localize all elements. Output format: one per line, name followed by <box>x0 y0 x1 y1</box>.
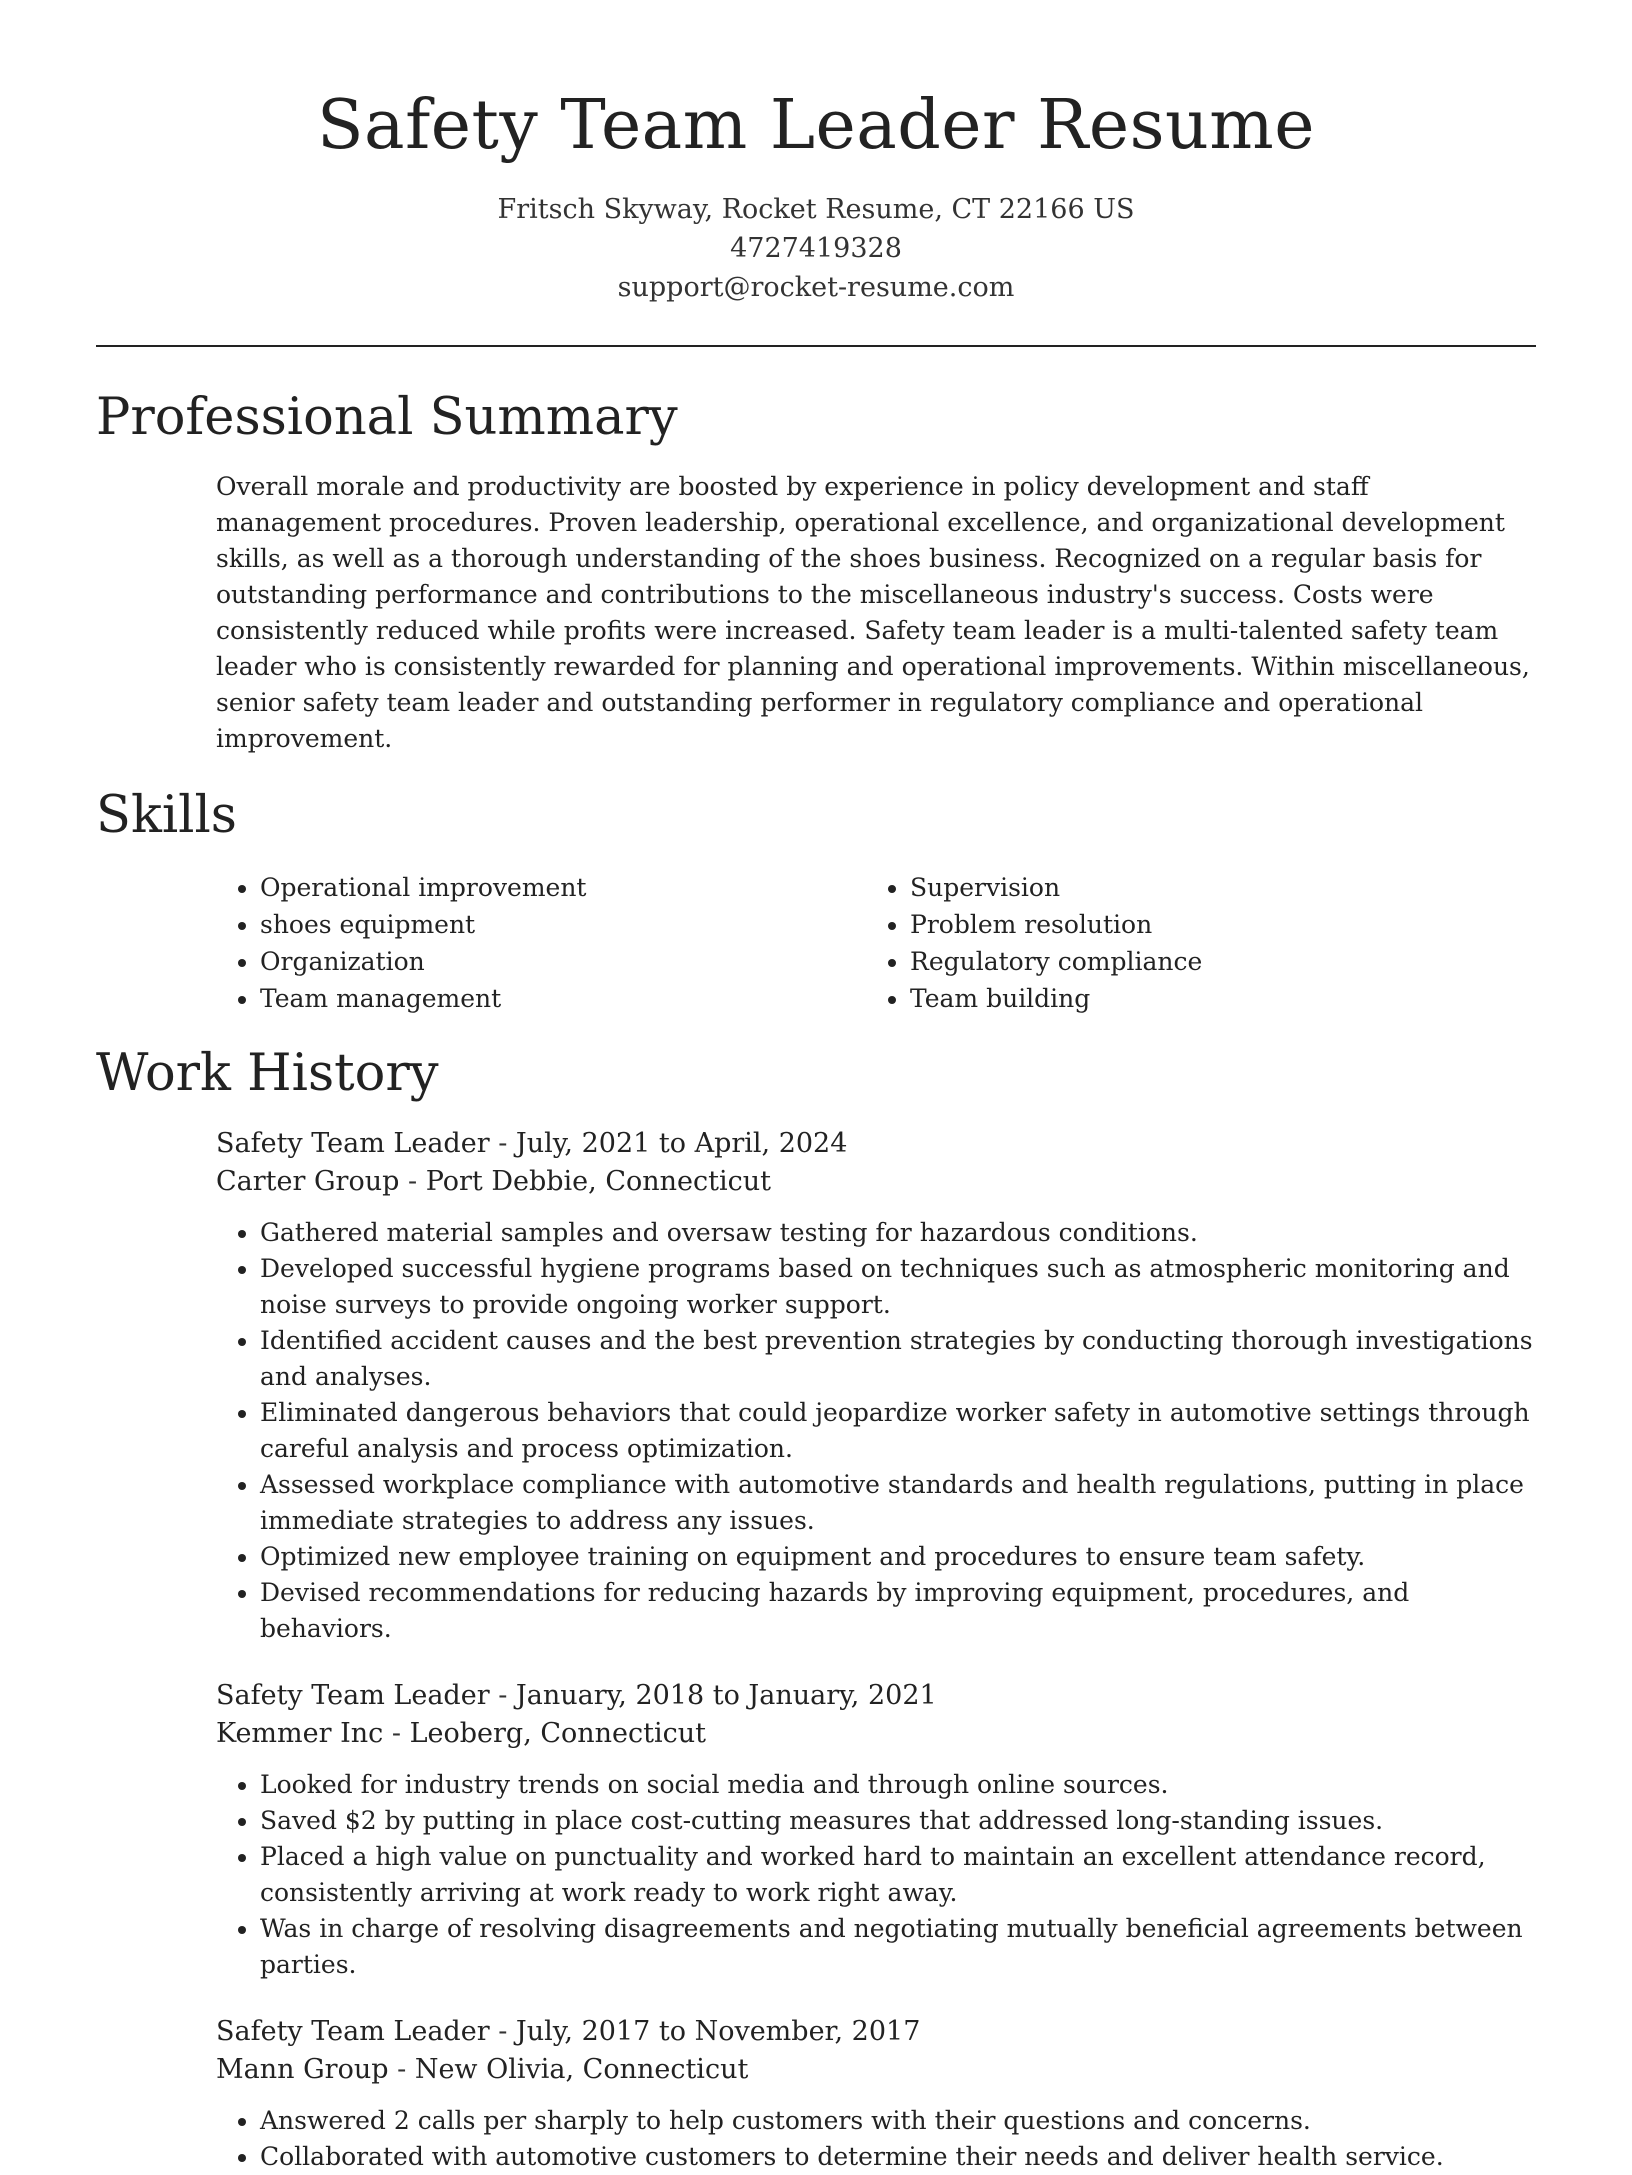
job-bullet: • Answered 2 calls per sharply to help customers with their questions and concerns. <box>260 2103 1536 2139</box>
work-history-section <box>0 1043 1632 2175</box>
job-dates: July, 2017 to November, 2017 <box>515 2016 921 2047</box>
job-bullets <box>216 1767 1536 1983</box>
skill-item: • Team management <box>260 980 866 1017</box>
job-company-line: Carter Group - Port Debbie, Connecticut <box>216 1166 771 1197</box>
job-company: Carter Group <box>216 1166 400 1197</box>
job-entry <box>216 2013 1536 2175</box>
professional-summary-section <box>0 387 1632 757</box>
job-bullets <box>216 1215 1536 1647</box>
skills-section <box>0 785 1632 1017</box>
skill-item: • Operational improvement <box>260 869 866 906</box>
job-role: Safety Team Leader <box>216 1680 490 1711</box>
resume-header <box>0 0 1632 307</box>
job-entry <box>216 1125 1536 1647</box>
job-bullet: • Assessed workplace compliance with automotive standards and health regulations, putting in place immediate strategies to address any issues. <box>260 1467 1536 1539</box>
job-company: Kemmer Inc <box>216 1718 384 1749</box>
contact-phone: 4727419328 <box>730 233 902 264</box>
job-location: New Olivia, Connecticut <box>414 2054 749 2085</box>
job-title-line: Safety Team Leader - July, 2021 to April, 2024 <box>216 1128 848 1159</box>
skill-item: • Problem resolution <box>910 906 1202 943</box>
skill-item: • Regulatory compliance <box>910 943 1202 980</box>
job-company: Mann Group <box>216 2054 389 2085</box>
job-bullet: • Looked for industry trends on social media and through online sources. <box>260 1767 1536 1803</box>
job-bullet: • Was in charge of resolving disagreements and negotiating mutually beneficial agreements between parties. <box>260 1911 1536 1983</box>
summary-text: Overall morale and productivity are boosted by experience in policy development and staff management procedures. Proven leadership, operational excellence, and organizational development skills, as well as a thorough understanding of the shoes business. Recognized on a regular basis for outstanding performance and contributions to the miscellaneous industry's success. Costs were consistently reduced while profits were increased. Safety team leader is a multi-talented safety team leader who is consistently rewarded for planning and operational improvements. Within miscellaneous, senior safety team leader and outstanding performer in regulatory compliance and operational improvement. <box>216 472 1530 753</box>
section-title-work-history: Work History <box>96 1044 439 1103</box>
skill-item: • Team building <box>910 980 1202 1017</box>
contact-address: Fritsch Skyway, Rocket Resume, CT 22166 US <box>497 194 1135 225</box>
contact-block <box>0 190 1632 307</box>
job-dates: July, 2021 to April, 2024 <box>515 1128 848 1159</box>
job-dates: January, 2018 to January, 2021 <box>515 1680 937 1711</box>
job-bullet: • Optimized new employee training on equipment and procedures to ensure team safety. <box>260 1539 1536 1575</box>
job-bullets <box>216 2103 1536 2175</box>
skill-item: • Supervision <box>910 869 1202 906</box>
job-bullet: • Devised recommendations for reducing hazards by improving equipment, procedures, and behaviors. <box>260 1575 1536 1647</box>
skills-column-left <box>216 869 866 1017</box>
skills-column-right <box>866 869 1202 1017</box>
job-company-line: Kemmer Inc - Leoberg, Connecticut <box>216 1718 706 1749</box>
job-title-line: Safety Team Leader - January, 2018 to January, 2021 <box>216 1680 937 1711</box>
section-title-summary: Professional Summary <box>96 388 678 447</box>
header-divider <box>96 345 1536 347</box>
contact-email: support@rocket-resume.com <box>617 272 1015 303</box>
job-role: Safety Team Leader <box>216 1128 490 1159</box>
resume-title: Safety Team Leader Resume <box>316 86 1316 165</box>
job-bullet: • Developed successful hygiene programs based on techniques such as atmospheric monitoring and noise surveys to provide ongoing worker support. <box>260 1251 1536 1323</box>
job-role: Safety Team Leader <box>216 2016 490 2047</box>
job-bullet: • Placed a high value on punctuality and worked hard to maintain an excellent attendance record, consistently arriving at work ready to work right away. <box>260 1839 1536 1911</box>
job-location: Leoberg, Connecticut <box>409 1718 706 1749</box>
job-bullet: • Identified accident causes and the best prevention strategies by conducting thorough investigations and analyses. <box>260 1323 1536 1395</box>
skill-item: • Organization <box>260 943 866 980</box>
job-location: Port Debbie, Connecticut <box>425 1166 771 1197</box>
job-bullet: • Saved $2 by putting in place cost-cutting measures that addressed long-standing issues. <box>260 1803 1536 1839</box>
job-bullet: • Collaborated with automotive customers to determine their needs and deliver health service. <box>260 2139 1536 2175</box>
skill-item: • shoes equipment <box>260 906 866 943</box>
job-bullet: • Eliminated dangerous behaviors that could jeopardize worker safety in automotive settings through careful analysis and process optimization. <box>260 1395 1536 1467</box>
section-title-skills: Skills <box>96 786 237 845</box>
job-title-line: Safety Team Leader - July, 2017 to November, 2017 <box>216 2016 921 2047</box>
job-bullet: • Gathered material samples and oversaw testing for hazardous conditions. <box>260 1215 1536 1251</box>
skills-grid <box>216 869 1536 1017</box>
job-entry <box>216 1677 1536 1983</box>
job-company-line: Mann Group - New Olivia, Connecticut <box>216 2054 749 2085</box>
